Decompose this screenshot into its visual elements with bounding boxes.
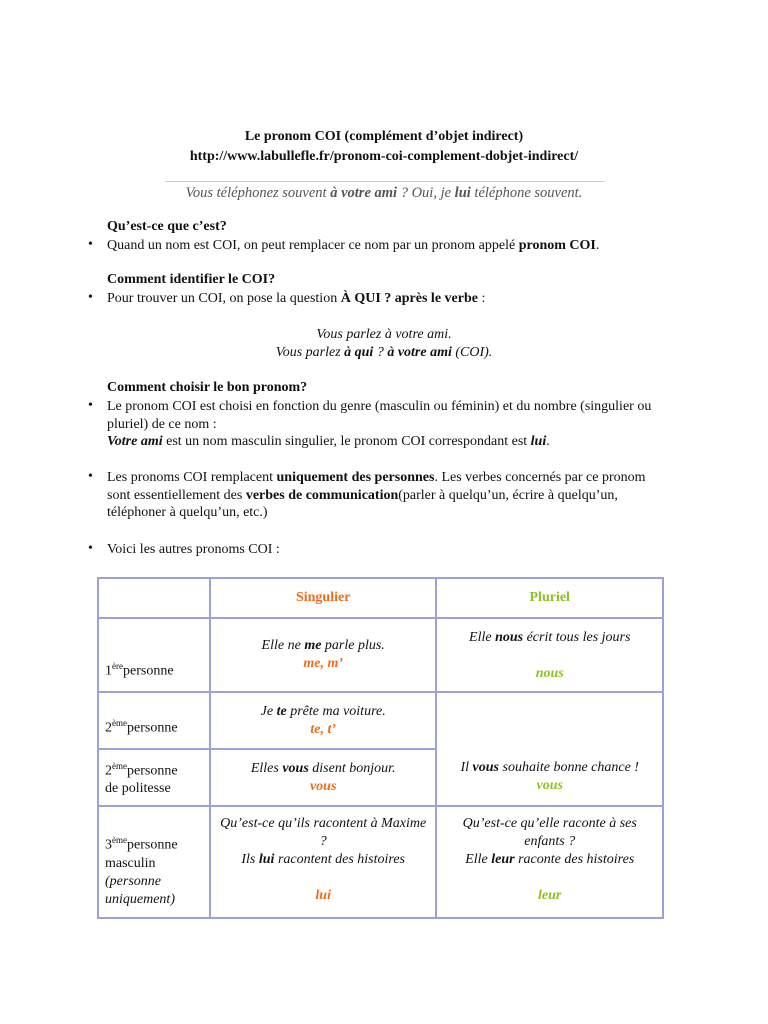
quote-emphasis: à votre ami [330, 185, 398, 201]
bullet: • [88, 237, 93, 252]
heading-identify: Comment identifier le COI? [107, 272, 276, 287]
heading-choose: Comment choisir le bon pronom? [107, 380, 308, 395]
text-segment: (COI). [451, 345, 493, 360]
table-row [98, 692, 663, 749]
text-segment: écrit tous les jours [523, 630, 631, 645]
singular-pronoun: lui [315, 888, 331, 903]
person-number: 3 [105, 838, 112, 853]
emphasis-segment: lui [530, 434, 547, 449]
emphasis-segment: à qui [344, 345, 374, 360]
paragraph-persons [107, 469, 647, 522]
ordinal-suffix: ème [112, 835, 127, 846]
text-segment: Ils [241, 852, 259, 867]
example-2 [0, 345, 768, 361]
person-label-extra: masculin [105, 856, 156, 871]
pronoun-emphasis: vous [472, 760, 499, 775]
text-segment: Le pronom COI est choisi en fonction du genre (masculin ou féminin) et du nombre (singulier ou pluriel) de ce nom : [107, 399, 652, 432]
bullet: • [88, 469, 93, 484]
text-segment: Je [260, 704, 277, 719]
person-label: personne [127, 763, 178, 779]
pronoun-emphasis: lui [258, 852, 275, 867]
row-label [98, 806, 210, 918]
emphasis-segment: uniquement des personnes [276, 470, 435, 485]
text-segment: Elle [465, 852, 492, 867]
spacer [443, 869, 656, 887]
plural-cell [436, 806, 663, 918]
plural-pronoun: leur [538, 888, 562, 903]
example-question: Qu’est-ce qu’ils racontent à Maxime ? [220, 816, 427, 849]
person-number: 1 [105, 664, 112, 679]
text-segment: Vous parlez [275, 345, 345, 360]
heading-what: Qu’est-ce que c’est? [107, 219, 227, 234]
text-segment: disent bonjour. [308, 760, 396, 776]
row-label [98, 618, 210, 692]
singular-pronoun: te, t’ [310, 722, 337, 737]
text-segment: . [595, 238, 600, 253]
example-sentence [443, 851, 656, 869]
pronoun-emphasis: vous [282, 760, 309, 776]
spacer [443, 647, 656, 665]
emphasis-segment: Votre ami [107, 434, 163, 449]
divider [165, 181, 605, 182]
text-segment: souhaite bonne chance ! [499, 760, 639, 775]
bullet: • [88, 398, 93, 413]
row-label [98, 692, 210, 749]
header-singular: Singulier [210, 578, 437, 618]
pronoun-emphasis: leur [491, 852, 515, 867]
plural-cell [436, 692, 663, 806]
quote-text: téléphone souvent. [470, 185, 583, 201]
table-header-row [98, 578, 663, 618]
paragraph-definition [107, 237, 667, 255]
text-segment: est un nom masculin singulier, le pronom COI correspondant est [162, 434, 531, 449]
emphasis-segment: verbes de communication [245, 487, 399, 503]
plural-cell [436, 618, 663, 692]
quote-emphasis: lui [454, 185, 471, 201]
emphasis-segment: à votre ami [387, 345, 452, 360]
text-segment: Les pronoms COI remplacent [107, 470, 277, 485]
example-sentence [443, 759, 656, 777]
row-label [98, 749, 210, 806]
emphasis-segment: pronom COI [518, 238, 596, 253]
source-url: http://www.labullefle.fr/pronom-coi-complement-dobjet-indirect/ [189, 149, 579, 164]
person-label-extra: de politesse [105, 781, 171, 797]
example-sentence [217, 760, 430, 778]
person-number: 2 [105, 763, 112, 779]
paragraph-identify [107, 290, 667, 308]
text-segment: raconte des histoires [514, 852, 635, 867]
text-segment: Elle ne [261, 638, 305, 653]
example-sentence [217, 637, 430, 655]
paragraph-others: Voici les autres pronoms COI : [107, 542, 280, 557]
table-row [98, 618, 663, 692]
example-sentence [217, 703, 430, 721]
pronoun-emphasis: nous [495, 630, 524, 645]
intro-quote [0, 185, 768, 202]
person-number: 2 [105, 721, 112, 736]
table-row [98, 806, 663, 918]
singular-cell [210, 618, 437, 692]
text-segment: . [546, 434, 550, 449]
text-segment: Elle [469, 630, 496, 645]
singular-cell [210, 692, 437, 749]
pronoun-emphasis: te [276, 704, 287, 719]
person-label-note: (personne uniquement) [105, 874, 175, 907]
quote-text: Vous téléphonez souvent [185, 185, 331, 201]
emphasis-segment: À QUI ? après le verbe [340, 291, 478, 306]
text-segment: prête ma voiture. [286, 704, 386, 719]
singular-cell [210, 806, 437, 918]
text-segment: Pour trouver un COI, on pose la question [107, 291, 341, 306]
example-sentence [217, 851, 430, 869]
ordinal-suffix: ème [112, 718, 127, 729]
paragraph-choose [107, 398, 667, 451]
pronoun-emphasis: me [304, 638, 322, 653]
example-question: Qu’est-ce qu’elle raconte à ses enfants ? [462, 816, 637, 849]
text-segment: parle plus. [321, 638, 385, 653]
pronoun-table [97, 577, 664, 919]
plural-pronoun: vous [536, 778, 563, 793]
ordinal-suffix: ème [112, 760, 127, 771]
text-segment: . Les verbes concernés par ce pronom sont essentiellement des [107, 470, 646, 503]
example-1: Vous parlez à votre ami. [316, 327, 452, 342]
text-segment: : [477, 291, 486, 306]
header-plural: Pluriel [436, 578, 663, 618]
bullet: • [88, 290, 93, 305]
person-label: personne [123, 664, 174, 679]
empty-cell [98, 578, 210, 618]
plural-pronoun: nous [535, 666, 564, 681]
person-label: personne [127, 838, 178, 853]
text-segment: racontent des histoires [274, 852, 405, 867]
spacer [217, 869, 430, 887]
singular-cell [210, 749, 437, 806]
example-sentence [443, 629, 656, 647]
document-title: Le pronom COI (complément d’objet indirect) [244, 129, 524, 144]
text-segment: ? [373, 345, 388, 360]
person-label: personne [127, 721, 178, 736]
text-segment: Elles [250, 760, 283, 776]
ordinal-suffix: ère [112, 661, 123, 672]
text-segment: (parler à quelqu’un, écrire à quelqu’un, téléphoner à quelqu’un, etc.) [107, 487, 618, 520]
singular-pronoun: vous [309, 778, 337, 794]
text-segment: Quand un nom est COI, on peut remplacer ce nom par un pronom appelé [107, 238, 519, 253]
singular-pronoun: me, m’ [303, 656, 344, 671]
bullet: • [88, 541, 93, 556]
quote-text: ? Oui, je [397, 185, 455, 201]
text-segment: Il [460, 760, 473, 775]
